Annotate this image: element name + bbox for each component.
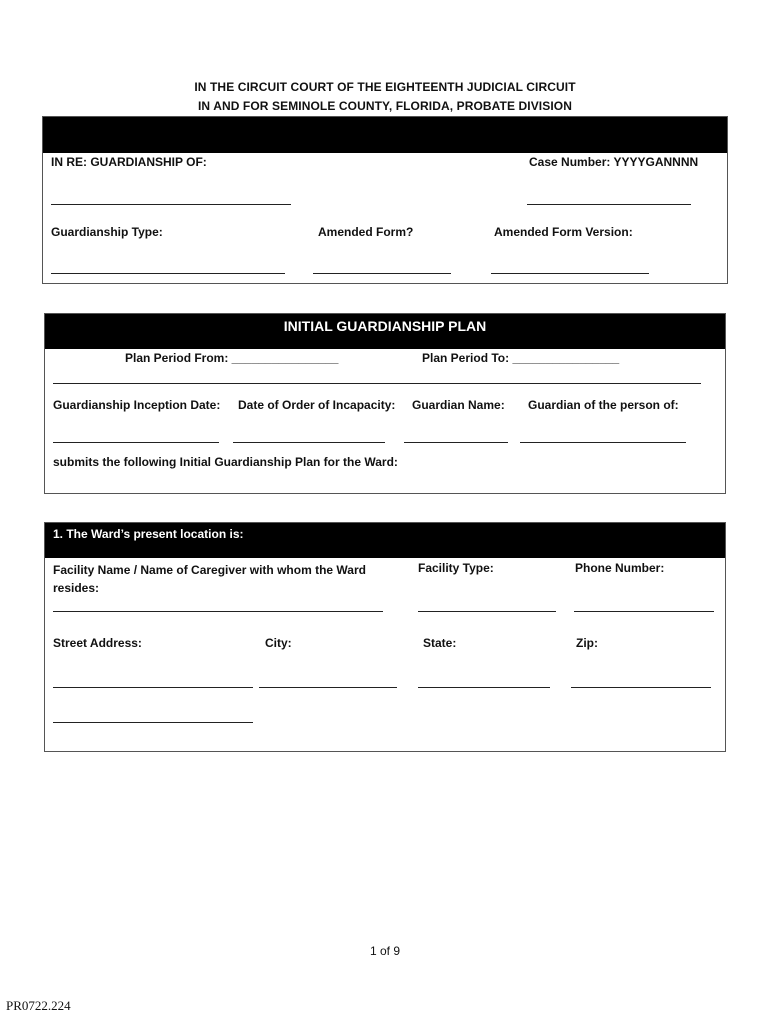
page-number: 1 of 9 <box>369 944 401 958</box>
guardianship-type-field[interactable] <box>51 273 285 274</box>
zip-field[interactable] <box>571 687 711 688</box>
amended-form-version-field[interactable] <box>491 273 649 274</box>
facility-name-field[interactable] <box>53 611 383 612</box>
street-address-field[interactable] <box>53 687 253 688</box>
submits-text: submits the following Initial Guardianship Plan for the Ward: <box>53 455 398 469</box>
zip-label: Zip: <box>576 636 598 650</box>
guardian-name-label: Guardian Name: <box>412 398 505 412</box>
guardian-name-field[interactable] <box>404 442 508 443</box>
amended-form-version-label: Amended Form Version: <box>494 225 633 239</box>
phone-number-label: Phone Number: <box>575 561 665 575</box>
guardian-person-label: Guardian of the person of: <box>528 398 679 412</box>
location-title: 1. The Ward’s present location is: <box>45 523 725 558</box>
inception-date-label: Guardianship Inception Date: <box>53 398 221 412</box>
order-incapacity-field[interactable] <box>233 442 385 443</box>
street-address-label: Street Address: <box>53 636 142 650</box>
order-incapacity-label: Date of Order of Incapacity: <box>238 398 396 412</box>
location-box <box>44 522 726 752</box>
plan-name-field[interactable] <box>53 383 701 384</box>
state-label: State: <box>423 636 457 650</box>
form-code: PR0722.224 <box>6 998 71 1013</box>
state-field[interactable] <box>418 687 550 688</box>
ward-name-field[interactable] <box>51 204 291 205</box>
caption-header-bar <box>43 117 727 153</box>
street-address-line2-field[interactable] <box>53 722 253 723</box>
city-label: City: <box>265 636 292 650</box>
guardian-person-field[interactable] <box>520 442 686 443</box>
plan-period-to-label: Plan Period To: ________________ <box>422 351 620 365</box>
city-field[interactable] <box>259 687 397 688</box>
case-number-field[interactable] <box>527 204 691 205</box>
court-header-line2: IN AND FOR SEMINOLE COUNTY, FLORIDA, PROBATE DIVISION <box>198 99 572 113</box>
plan-period-from-label: Plan Period From: ________________ <box>125 351 339 365</box>
plan-title: INITIAL GUARDIANSHIP PLAN <box>45 314 725 349</box>
in-re-label: IN RE: GUARDIANSHIP OF: <box>51 155 207 169</box>
facility-type-field[interactable] <box>418 611 556 612</box>
case-number-label: Case Number: YYYYGANNNN <box>529 155 699 169</box>
court-header-line1: IN THE CIRCUIT COURT OF THE EIGHTEENTH JUDICIAL CIRCUIT <box>194 80 576 94</box>
amended-form-field[interactable] <box>313 273 451 274</box>
inception-date-field[interactable] <box>53 442 219 443</box>
phone-number-field[interactable] <box>574 611 714 612</box>
caption-box <box>42 116 728 284</box>
amended-form-label: Amended Form? <box>318 225 414 239</box>
plan-box <box>44 313 726 494</box>
guardianship-type-label: Guardianship Type: <box>51 225 163 239</box>
facility-type-label: Facility Type: <box>418 561 494 575</box>
facility-name-label: Facility Name / Name of Caregiver with whom the Ward resides: <box>53 563 366 595</box>
